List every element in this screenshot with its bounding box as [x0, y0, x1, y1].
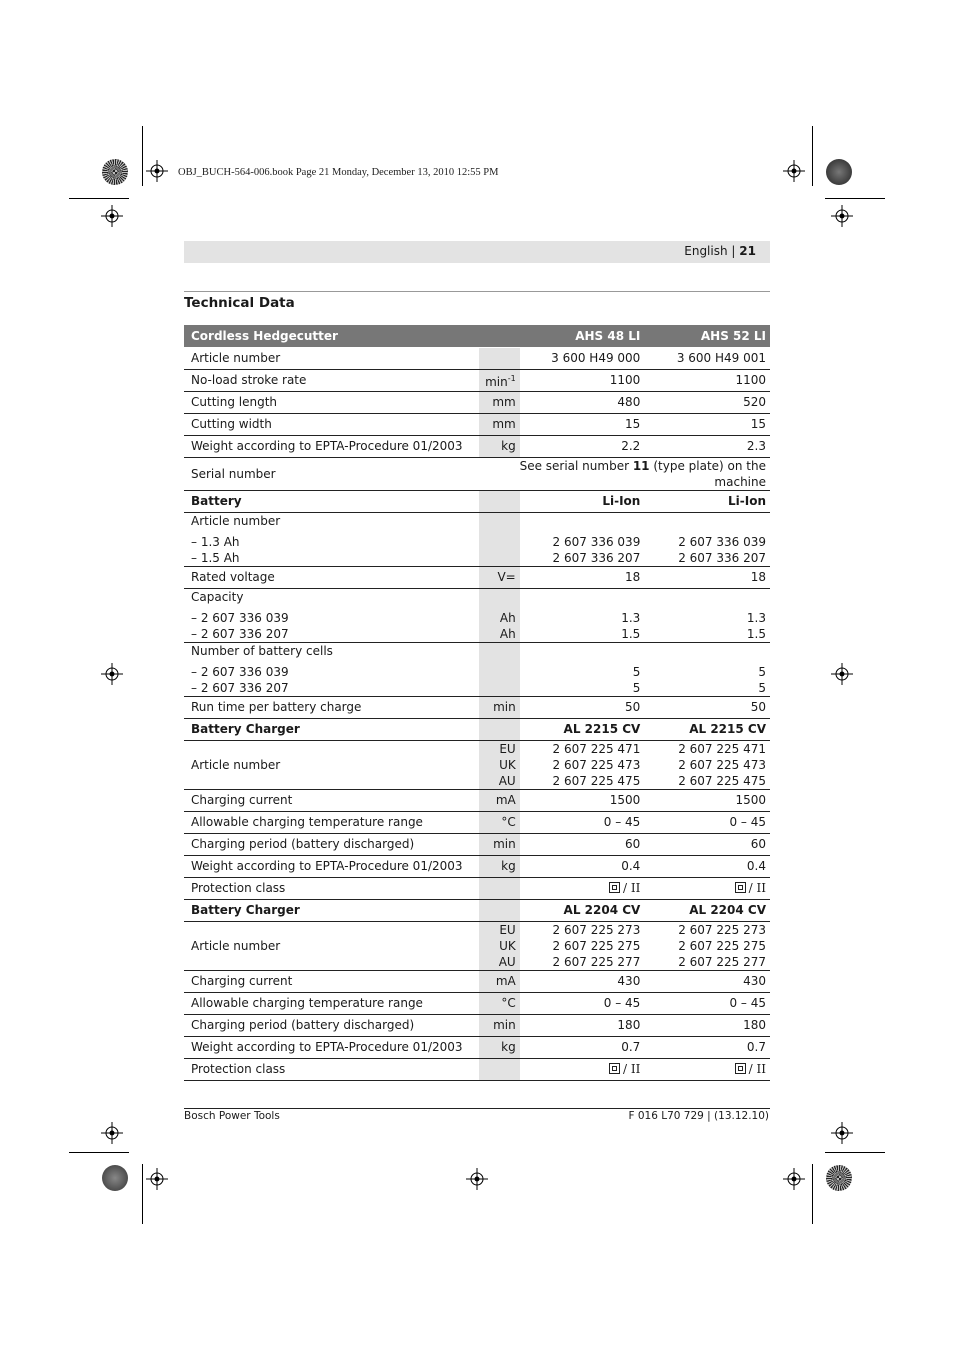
table-row: Cutting width mm 15 15 [184, 413, 770, 435]
registration-mark-icon [101, 1122, 123, 1144]
table-row: Cutting length mm 480 520 [184, 391, 770, 413]
registration-mark-icon [783, 1168, 805, 1190]
protection-class-ii-icon [609, 1063, 620, 1074]
serial-number-row: Serial number See serial number 11 (type plate) on the machine [184, 457, 770, 490]
registration-mark-icon [146, 1168, 168, 1190]
color-target-icon [826, 1165, 852, 1191]
registration-mark-icon [466, 1168, 488, 1190]
charger-subheader-row: Battery Charger AL 2204 CV AL 2204 CV [184, 899, 770, 921]
protection-class-row: Protection class / II / II [184, 1058, 770, 1080]
table-row: Allowable charging temperature range °C 0 – 45 0 – 45 [184, 992, 770, 1014]
table-row: Charging current mA 430 430 [184, 970, 770, 992]
protection-class-row: Protection class / II / II [184, 877, 770, 899]
header-separator: | [731, 244, 736, 258]
protection-class-ii-icon [609, 882, 620, 893]
table-row: Weight according to EPTA-Procedure 01/2003 kg 0.7 0.7 [184, 1036, 770, 1058]
table-row: Charging period (battery discharged) min 60 60 [184, 833, 770, 855]
charger-article-row: Article number EU UK AU 2 607 225 471 2 607 225 473 2 607 225 475 2 607 225 471 2 607 225 473 2 607 225 475 [184, 740, 770, 789]
table-row: Weight according to EPTA-Procedure 01/2003 kg 2.2 2.3 [184, 435, 770, 457]
header-label: Cordless Hedgecutter [184, 325, 479, 347]
table-row: Allowable charging temperature range °C 0 – 45 0 – 45 [184, 811, 770, 833]
header-col2: AHS 52 LI [644, 325, 770, 347]
table-row: Run time per battery charge min 50 50 [184, 696, 770, 718]
print-slug: OBJ_BUCH-564-006.book Page 21 Monday, December 13, 2010 12:55 PM [178, 167, 499, 178]
registration-mark-icon [101, 205, 123, 227]
divider [184, 291, 770, 292]
battery-cells-row: Number of battery cells – 2 607 336 039 – 2 607 336 207 5 5 5 5 [184, 642, 770, 696]
registration-mark-icon [831, 663, 853, 685]
battery-subheader-row: Battery Li-Ion Li-Ion [184, 490, 770, 512]
color-target-icon [102, 159, 128, 185]
technical-data-table [184, 325, 770, 1081]
section-title: Technical Data [184, 295, 295, 311]
registration-mark-icon [783, 160, 805, 182]
registration-mark-icon [101, 663, 123, 685]
header-col1: AHS 48 LI [520, 325, 645, 347]
footer-brand: Bosch Power Tools [184, 1110, 280, 1122]
color-target-icon [826, 159, 852, 185]
page-number: 21 [739, 244, 756, 258]
table-header-row [184, 325, 770, 347]
color-target-icon [102, 1165, 128, 1191]
charger-subheader-row: Battery Charger AL 2215 CV AL 2215 CV [184, 718, 770, 740]
protection-class-ii-icon [735, 882, 746, 893]
table-row: Article number 3 600 H49 000 3 600 H49 001 [184, 347, 770, 369]
footer-doc-number: F 016 L70 729 | (13.12.10) [628, 1110, 769, 1122]
table-row: Charging current mA 1500 1500 [184, 789, 770, 811]
page-header [684, 244, 756, 258]
footer-divider [184, 1108, 770, 1109]
charger-article-row: Article number EU UK AU 2 607 225 273 2 607 225 275 2 607 225 277 2 607 225 273 2 607 225 275 2 607 225 277 [184, 921, 770, 970]
table-row: Weight according to EPTA-Procedure 01/2003 kg 0.4 0.4 [184, 855, 770, 877]
page-header-bar [184, 241, 770, 263]
registration-mark-icon [831, 205, 853, 227]
battery-article-row: Article number – 1.3 Ah – 1.5 Ah 2 607 336 039 2 607 336 207 2 607 336 039 2 607 336 207 [184, 512, 770, 566]
table-row: Rated voltage V= 18 18 [184, 566, 770, 588]
table-row: Charging period (battery discharged) min 180 180 [184, 1014, 770, 1036]
protection-class-ii-icon [735, 1063, 746, 1074]
registration-mark-icon [831, 1122, 853, 1144]
battery-capacity-row: Capacity – 2 607 336 039 – 2 607 336 207 Ah Ah 1.3 1.5 1.3 1.5 [184, 588, 770, 642]
table-row: No-load stroke rate $\min^{-1}$ 1100 1100 [184, 369, 770, 391]
registration-mark-icon [146, 160, 168, 182]
header-language: English [684, 244, 728, 258]
